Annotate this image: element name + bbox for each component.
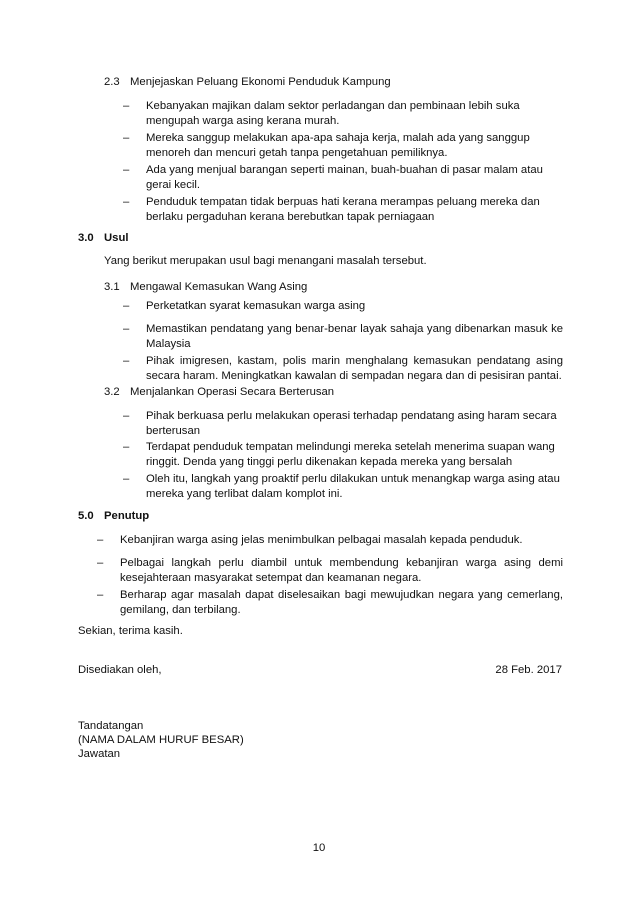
list-item-text: Mereka sanggup melakukan apa-apa sahaja kerja, malah ada yang sanggup menoreh dan mencuri getah tanpa pengetahuan pemiliknya. xyxy=(146,132,530,159)
subsection-title: Menjejaskan Peluang Ekonomi Penduduk Kampung xyxy=(130,76,391,88)
dash-bullet-icon: – xyxy=(123,355,130,367)
list-item xyxy=(123,440,563,469)
subsection-heading-3-1 xyxy=(104,281,307,293)
name-label: (NAMA DALAM HURUF BESAR) xyxy=(78,734,244,746)
list-item xyxy=(123,195,563,224)
subsection-heading-3-2 xyxy=(104,386,334,398)
list-item-text: Berharap agar masalah dapat diselesaikan bagi mewujudkan negara yang cemerlang, gemilang, dan terbilang. xyxy=(120,589,563,616)
subsection-number: 3.1 xyxy=(104,281,120,293)
list-item xyxy=(97,556,563,585)
list-item-text: Oleh itu, langkah yang proaktif perlu dilakukan untuk menangkap warga asing atau mereka yang terlibat dalam komplot ini. xyxy=(146,473,560,500)
dash-bullet-icon: – xyxy=(123,441,130,453)
list-item xyxy=(123,299,563,314)
dash-bullet-icon: – xyxy=(123,473,130,485)
list-item-text: Pihak berkuasa perlu melakukan operasi terhadap pendatang asing haram secara berterusan xyxy=(146,410,557,437)
subsection-number: 3.2 xyxy=(104,386,120,398)
dash-bullet-icon: – xyxy=(97,589,104,601)
dash-bullet-icon: – xyxy=(123,100,130,112)
section-heading-3 xyxy=(78,232,128,244)
list-item xyxy=(123,472,563,501)
list-item-text: Terdapat penduduk tempatan melindungi mereka setelah menerima suapan wang ringgit. Denda yang tinggi perlu dikenakan kepada mereka yang bersalah xyxy=(146,441,555,468)
prepared-by-label: Disediakan oleh, xyxy=(78,664,162,676)
dash-bullet-icon: – xyxy=(97,557,104,569)
list-item-text: Kebanjiran warga asing jelas menimbulkan pelbagai masalah kepada penduduk. xyxy=(120,534,523,546)
list-item-text: Pelbagai langkah perlu diambil untuk membendung kebanjiran warga asing demi kesejahteraan masyarakat setempat dan keamanan negara. xyxy=(120,557,563,584)
list-item xyxy=(123,322,563,351)
list-item xyxy=(123,354,563,383)
dash-bullet-icon: – xyxy=(97,534,104,546)
dash-bullet-icon: – xyxy=(123,323,130,335)
list-item xyxy=(97,588,563,617)
dash-bullet-icon: – xyxy=(123,132,130,144)
section-heading-5 xyxy=(78,510,149,522)
signature-label: Tandatangan xyxy=(78,720,144,732)
subsection-number: 2.3 xyxy=(104,76,120,88)
subsection-title: Mengawal Kemasukan Wang Asing xyxy=(130,281,308,293)
list-item-text: Memastikan pendatang yang benar-benar layak sahaja yang dibenarkan masuk ke Malaysia xyxy=(146,323,563,350)
closing-text: Sekian, terima kasih. xyxy=(78,625,183,637)
subsection-heading-2-3 xyxy=(104,76,391,88)
subsection-title: Menjalankan Operasi Secara Berterusan xyxy=(130,386,335,398)
page-number: 10 xyxy=(312,842,326,854)
section-number: 5.0 xyxy=(78,510,94,522)
section-number: 3.0 xyxy=(78,232,94,244)
list-item-text: Ada yang menjual barangan seperti mainan, buah-buahan di pasar malam atau gerai kecil. xyxy=(146,164,543,191)
section-title: Penutup xyxy=(104,510,150,522)
list-item xyxy=(123,163,563,192)
document-date: 28 Feb. 2017 xyxy=(495,664,562,676)
dash-bullet-icon: – xyxy=(123,410,130,422)
section-title: Usul xyxy=(104,232,129,244)
dash-bullet-icon: – xyxy=(123,164,130,176)
list-item-text: Penduduk tempatan tidak berpuas hati kerana merampas peluang mereka dan berlaku pergaduhan kerana berebutkan tapak perniagaan xyxy=(146,196,540,223)
list-item xyxy=(123,99,563,128)
list-item xyxy=(123,409,563,438)
list-item xyxy=(123,131,563,160)
list-item-text: Perketatkan syarat kemasukan warga asing xyxy=(146,300,366,312)
list-item xyxy=(97,533,563,548)
list-item-text: Kebanyakan majikan dalam sektor perladangan dan pembinaan lebih suka mengupah warga asing kerana murah. xyxy=(146,100,520,127)
dash-bullet-icon: – xyxy=(123,196,130,208)
section-intro: Yang berikut merupakan usul bagi menangani masalah tersebut. xyxy=(104,255,427,267)
list-item-text: Pihak imigresen, kastam, polis marin menghalang kemasukan pendatang asing secara haram. Meningkatkan kawalan di sempadan negara dan di pesisiran pantai. xyxy=(146,355,563,382)
position-label: Jawatan xyxy=(78,748,121,760)
dash-bullet-icon: – xyxy=(123,300,130,312)
